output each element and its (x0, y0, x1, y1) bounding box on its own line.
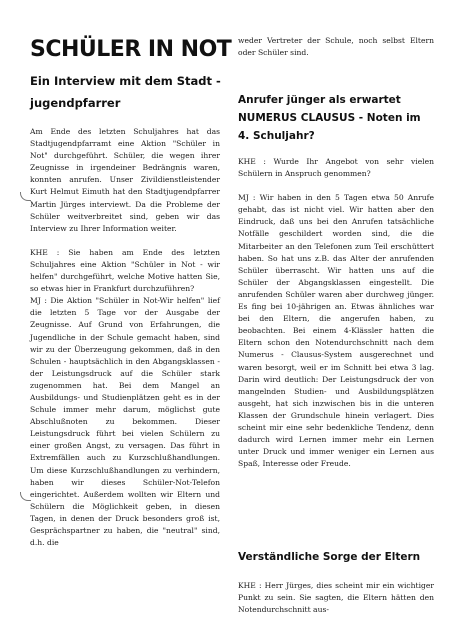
answer-2: MJ : Wir haben in den 5 Tagen etwa 50 Anrufe gehabt, das ist nicht viel. Wir hatten aber den Eindruck, daß uns bei den Anrufen tatsächliche Notfälle geschildert worden sind, die die Mitarbeiter an den Telefonen zum Teil erschüttert haben. So hat uns z.B. das Alter der anrufenden Schüler überrascht. Wir hatten uns auf die Schüler der Abgangsklassen eingestellt. Die anrufenden Schüler waren aber durchweg jünger. Es fing bei 10-jährigen an. Etwas ähnliches war bei den Eltern, die angerufen haben, zu beobachten. Bei einem 4-Klässler hatten die Eltern schon den Notendurchschnitt nach dem Numerus - Clausus-System ausgerechnet und waren besorgt, weil er im Schnitt bei etwa 3 lag. Darin wird deutlich: Der Leistungsdruck der von mangelnden Studien- und Ausbildungsplätzen ausgeht, hat sich inzwischen bis in die unteren Klassen der Grundschule hinein verlagert. Dies scheint mir eine sehr bedenkliche Tendenz, denn dadurch wird Lernen immer mehr ein Lernen unter Druck und immer weniger ein Lernen aus Spaß, Interesse oder Freude. (238, 193, 434, 469)
right-body-text (238, 156, 434, 470)
article-subtitle: Ein Interview mit dem Stadt - jugendpfarrer (30, 74, 221, 110)
answer-1-continued (238, 35, 434, 59)
question-2: KHE : Wurde Ihr Angebot von sehr vielen Schülern in Anspruch genommen? (238, 157, 434, 179)
answer-1-continued-text: weder Vertreter der Schule, noch selbst Eltern oder Schüler sind. (238, 36, 434, 58)
section-heading-sorge: Verständliche Sorge der Eltern (238, 551, 421, 563)
question-1: KHE : Sie haben am Ende des letzten Schuljahres eine Aktion "Schüler in Not - wir helfen" durchgeführt, welche Motive hatten Sie, so etwas hier in Frankfurt durchzuführen? (30, 247, 220, 294)
question-3: KHE : Herr Jürges, dies scheint mir ein wichtiger Punkt zu sein. Sie sagten, die Eltern hätten den Notendurchschnitt aus- (238, 581, 434, 615)
intro-paragraph: Am Ende des letzten Schuljahres hat das Stadtjugendpfarramt eine Aktion "Schüler in Not" durchgeführt. Schüler, die wegen ihrer Zeugnisse in irgendeiner Bedrängnis waren, konnten anrufen. Unser Zivildienstleistender Kurt Helmut Eimuth hat den Stadtjugendpfarrer Martin Jürges interviewt. Da die Probleme der Schüler weitverbreitet sind, geben wir das Interview zu Ihrer Information weiter. (30, 127, 220, 233)
punch-hole-mark (20, 192, 31, 201)
left-body-text (30, 126, 220, 549)
answer-1: MJ : Die Aktion "Schüler in Not-Wir helfen" lief die letzten 5 Tage vor der Ausgabe der Zeugnisse. Auf Grund von Erfahrungen, die Jugendliche in der Schule gemacht haben, sind wir zu der Überzeugung gekommen, daß in den Schulen - hauptsächlich in den Abgangsklassen - der Leistungsdruck auf die Schüler stark zugenommen hat. Bei dem Mangel an Ausbildungs- und Studienplätzen geht es in der Schule immer mehr darum, möglichst gute Abschlußnoten zu bekommen. Dieser Leistungsdruck führt bei vielen Schülern zu einer großen Angst, zu versagen. Das führt in Extremfällen auch zu Kurzschlußhandlungen. Um diese Kurzschlußhandlungen zu verhindern, haben wir dieses Schüler-Not-Telefon eingerichtet. Außerdem wollten wir Eltern und Schülern die Möglichkeit geben, in diesen Tagen, in denen der Druck besonders groß ist, Gesprächspartner zu haben, die "neutral" sind, d.h. die (30, 296, 220, 548)
section-heading-anrufer: Anrufer jünger als erwartet NUMERUS CLAUSUS - Noten im 4. Schuljahr? (238, 94, 421, 142)
punch-hole-mark (20, 492, 31, 501)
question-3-block (238, 580, 434, 616)
article-title: SCHÜLER IN NOT (30, 37, 232, 62)
